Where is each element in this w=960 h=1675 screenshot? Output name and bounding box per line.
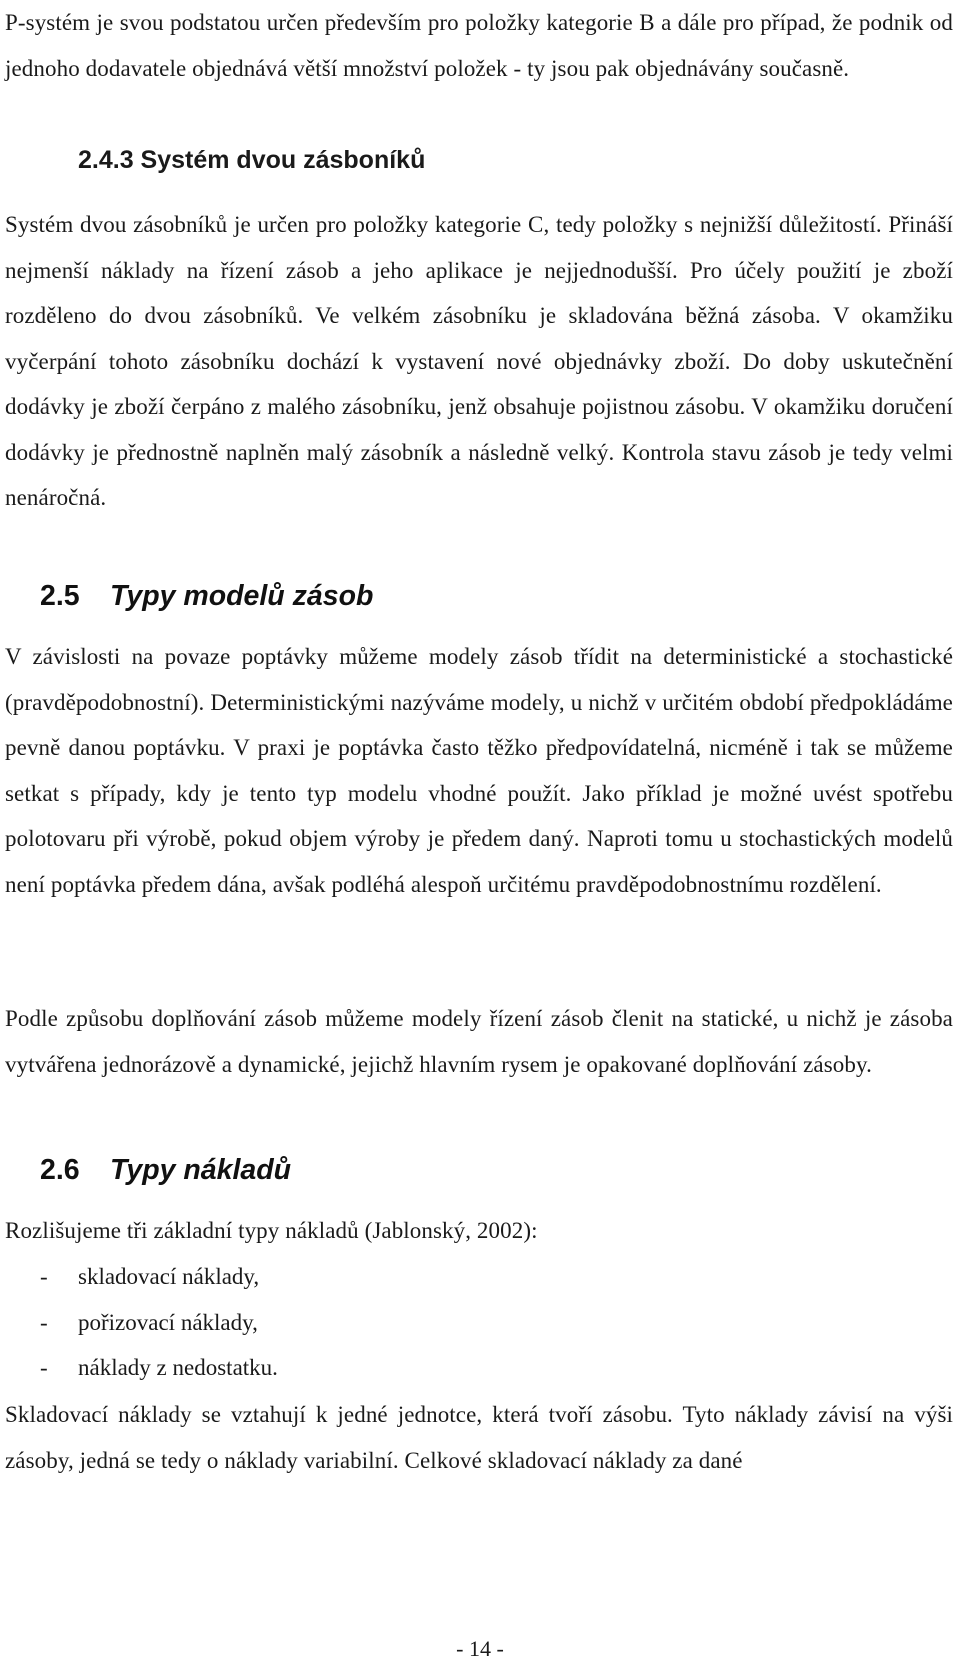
- list-item: [40, 1300, 278, 1346]
- heading-2-4-3: 2.4.3 Systém dvou zásboníků: [78, 146, 426, 174]
- heading-2-5-title: Typy modelů zásob: [110, 580, 374, 612]
- paragraph-cost-types-intro: Rozlišujeme tři základní typy nákladů (Jablonský, 2002):: [5, 1218, 538, 1243]
- list-item: [40, 1345, 278, 1391]
- list-marker: -: [40, 1355, 48, 1380]
- paragraph-replenishment: Podle způsobu doplňování zásob můžeme modely řízení zásob členit na statické, u nichž je zásoba vytvářena jednorázově a dynamické, jejichž hlavním rysem je opakované doplňování zásoby.: [5, 1006, 953, 1077]
- heading-2-5: [40, 580, 373, 613]
- paragraph-p-system: P-systém je svou podstatou určen především pro položky kategorie B a dále pro případ, že podnik od jednoho dodavatele objednává větší množství položek - ty jsou pak objednávány současně.: [5, 10, 953, 81]
- list-item-text: náklady z nedostatku.: [78, 1355, 278, 1380]
- heading-2-6-title: Typy nákladů: [110, 1154, 292, 1186]
- list-marker: -: [40, 1264, 48, 1289]
- paragraph-storage-costs: Skladovací náklady se vztahují k jedné jednotce, která tvoří zásobu. Tyto náklady závisí na výši zásoby, jedná se tedy o náklady variabilní. Celkové skladovací náklady za dané: [5, 1402, 953, 1473]
- heading-2-5-number: 2.5: [40, 580, 80, 612]
- cost-types-list: [40, 1254, 278, 1391]
- heading-2-6-number: 2.6: [40, 1154, 80, 1186]
- paragraph-model-types: V závislosti na povaze poptávky můžeme modely zásob třídit na deterministické a stochastické (pravděpodobnostní). Deterministickými nazýváme modely, u nichž v určitém období předpokládáme pevně danou poptávku. V praxi je poptávka často těžko předpovídatelná, nicméně i tak se můžeme setkat s případy, kdy je tento typ modelu vhodné použít. Jako příklad je možné uvést spotřebu polotovaru při výrobě, pokud objem výroby je předem daný. Naproti tomu u stochastických modelů není poptávka předem dána, avšak podléhá alespoň určitému pravděpodobnostnímu rozdělení.: [5, 644, 953, 897]
- heading-2-6: [40, 1154, 291, 1187]
- paragraph-two-bin-system: Systém dvou zásobníků je určen pro položky kategorie C, tedy položky s nejnižší důležitostí. Přináší nejmenší náklady na řízení zásob a jeho aplikace je nejjednodušší. Pro účely použití je zboží rozděleno do dvou zásobníků. Ve velkém zásobníku je skladována běžná zásoba. V okamžiku vyčerpání tohoto zásobníku dochází k vystavení nové objednávky zboží. Do doby uskutečnění dodávky je zboží čerpáno z malého zásobníku, jenž obsahuje pojistnou zásobu. V okamžiku doručení dodávky je přednostně naplněn malý zásobník a následně velký. Kontrola stavu zásob je tedy velmi nenáročná.: [5, 212, 953, 510]
- list-item: [40, 1254, 278, 1300]
- list-marker: -: [40, 1309, 48, 1335]
- page-number: - 14 -: [456, 1636, 504, 1661]
- list-item-text: skladovací náklady,: [78, 1264, 260, 1289]
- list-item-text: pořizovací náklady,: [78, 1309, 258, 1335]
